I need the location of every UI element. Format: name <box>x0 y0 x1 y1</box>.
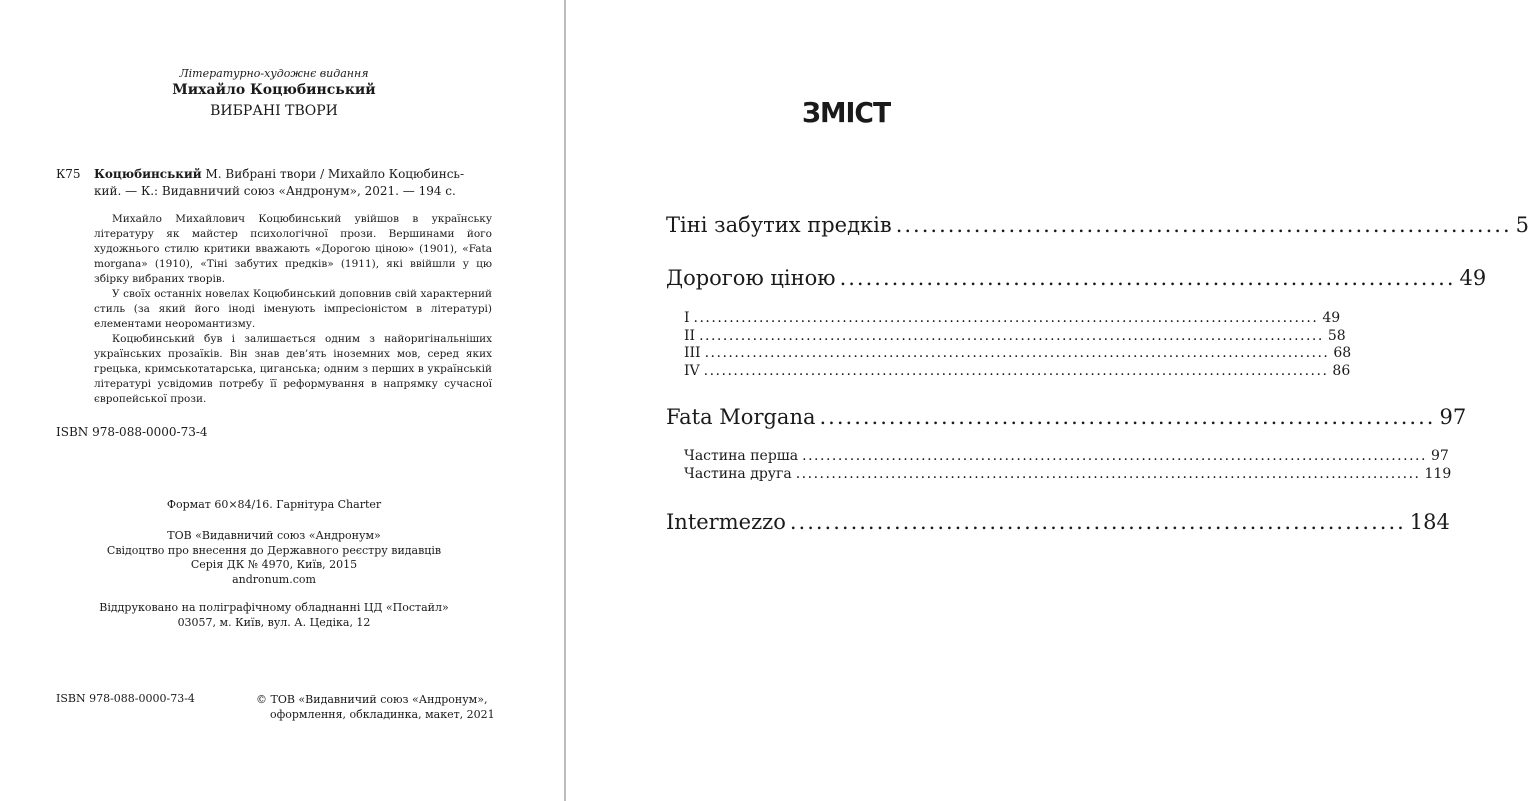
toc-subentry-title: IV <box>684 362 700 379</box>
toc-subentry-title: Частина друга <box>684 465 792 482</box>
toc-subentry[interactable] <box>666 465 1452 484</box>
toc-subentry-page: 58 <box>1327 327 1346 344</box>
copyright-line: оформлення, обкладинка, макет, 2021 <box>270 708 495 721</box>
toc-entry-page: 184 <box>1409 510 1450 534</box>
book-title: ВИБРАНІ ТВОРИ <box>210 103 338 119</box>
toc-entry[interactable] <box>666 405 1467 435</box>
classification-code: К75 <box>56 167 81 181</box>
toc-entry-title: Тіні забутих предків <box>666 213 892 237</box>
isbn-bottom: ISBN 978-088-0000-73-4 <box>56 692 195 705</box>
toc-entry-title: Дорогою ціною <box>666 266 836 290</box>
biblio-author: Коцюбинський <box>94 167 202 181</box>
toc-subentry-title: III <box>684 345 701 361</box>
toc-subentry-title: I <box>684 310 690 326</box>
publisher-line: ТОВ «Видавничий союз «Андронум» <box>167 529 381 542</box>
toc-leader: ....................................................................... <box>895 213 1512 237</box>
publisher-info <box>60 529 488 587</box>
toc-leader: ....................................................................... <box>819 405 1436 429</box>
toc-leader: ......................................................................................................... <box>693 310 1319 326</box>
printer-info <box>60 601 488 630</box>
toc-entry-page: 49 <box>1459 266 1487 290</box>
toc-subentry-page: 86 <box>1332 362 1351 379</box>
isbn: ISBN 978-088-0000-73-4 <box>56 425 208 439</box>
imprint-kind: Літературно-художнє видання <box>179 67 369 80</box>
author-name: Михайло Коцюбинський <box>172 82 376 98</box>
toc-subentry-page: 49 <box>1322 310 1341 326</box>
toc-subentry-page: 97 <box>1430 448 1449 464</box>
contents-title: ЗМІСТ <box>802 96 891 129</box>
toc-subentry-title: II <box>684 327 696 344</box>
toc-entry-page: 97 <box>1439 405 1467 429</box>
toc-leader: ......................................................................................................... <box>802 448 1427 464</box>
contents-page <box>566 0 1529 801</box>
toc-subentry-page: 68 <box>1333 345 1352 361</box>
toc-subentry[interactable] <box>666 310 1341 328</box>
publisher-website: andronum.com <box>232 572 316 586</box>
toc-leader: ....................................................................... <box>839 266 1456 290</box>
toc-leader: ......................................................................................................... <box>699 327 1324 344</box>
toc-entry[interactable] <box>666 213 1529 243</box>
copyright-line: © ТОВ «Видавничий союз «Андронум», <box>256 693 488 706</box>
toc-entry[interactable] <box>666 266 1487 296</box>
toc-subentry[interactable] <box>666 362 1351 381</box>
bibliographic-description <box>94 166 494 200</box>
printer-line: 03057, м. Київ, вул. А. Цедіка, 12 <box>177 615 371 629</box>
annotation <box>94 212 492 407</box>
toc-subentries <box>666 448 1452 483</box>
format-text: Формат 60×84/16. Гарнітура Charter <box>166 498 382 511</box>
publisher-line: Свідоцтво про внесення до Державного реєстру видавців <box>106 543 442 557</box>
toc-entry-title: Fata Morgana <box>666 405 816 429</box>
toc-leader: ......................................................................................................... <box>703 362 1329 379</box>
toc-subentry[interactable] <box>666 448 1449 466</box>
imprint-page <box>0 0 564 801</box>
toc-leader: ......................................................................................................... <box>704 345 1330 361</box>
toc-leader: ....................................................................... <box>789 510 1406 534</box>
printer-line: Віддруковано на поліграфічному обладнанні ЦД «Постайл» <box>99 601 449 614</box>
format-line <box>60 498 488 513</box>
annotation-paragraph: Коцюбинський був і залишається одним з найоригінальніших українських прозаїків. Він знав дев’ять іноземних мов, серед яких грецька, кримськотатарська, циганська; одним з перших в українській літературі усвідомив потребу її реформування в напрямку сучасної європейської прози. <box>94 333 492 405</box>
toc-leader: ......................................................................................................... <box>795 465 1421 482</box>
annotation-paragraph: Михайло Михайлович Коцюбинський увійшов в українську літературу як майстер психологічної прози. Вершинами його художнього стилю критики вважають «Дорогою ціною» (1901), «Fata morgana» (1910), «Тіні забутих предків» (1911), які ввійшли у цю збірку вибраних творів. <box>94 213 492 285</box>
toc-subentry[interactable] <box>666 345 1352 363</box>
toc-entry[interactable] <box>666 510 1450 540</box>
toc-subentry-page: 119 <box>1424 465 1452 482</box>
toc-entry-page: 5 <box>1515 213 1529 237</box>
annotation-paragraph: У своїх останніх новелах Коцюбинський доповнив свій характерний стиль (за який його іноді іменують імпресіоністом в літературі) елементами неоромантизму. <box>94 288 492 330</box>
toc-subentry[interactable] <box>666 327 1346 346</box>
toc-subentry-title: Частина перша <box>684 448 799 464</box>
copyright <box>256 692 495 722</box>
biblio-line-1: М. Вибрані твори / Михайло Коцюбинсь- <box>201 167 465 181</box>
publisher-line: Серія ДК № 4970, Київ, 2015 <box>190 558 358 571</box>
toc-entry-title: Intermezzo <box>666 510 786 534</box>
biblio-line-2: кий. — К.: Видавничий союз «Андронум», 2021. — 194 с. <box>94 184 456 198</box>
toc-subentries <box>666 310 1352 380</box>
